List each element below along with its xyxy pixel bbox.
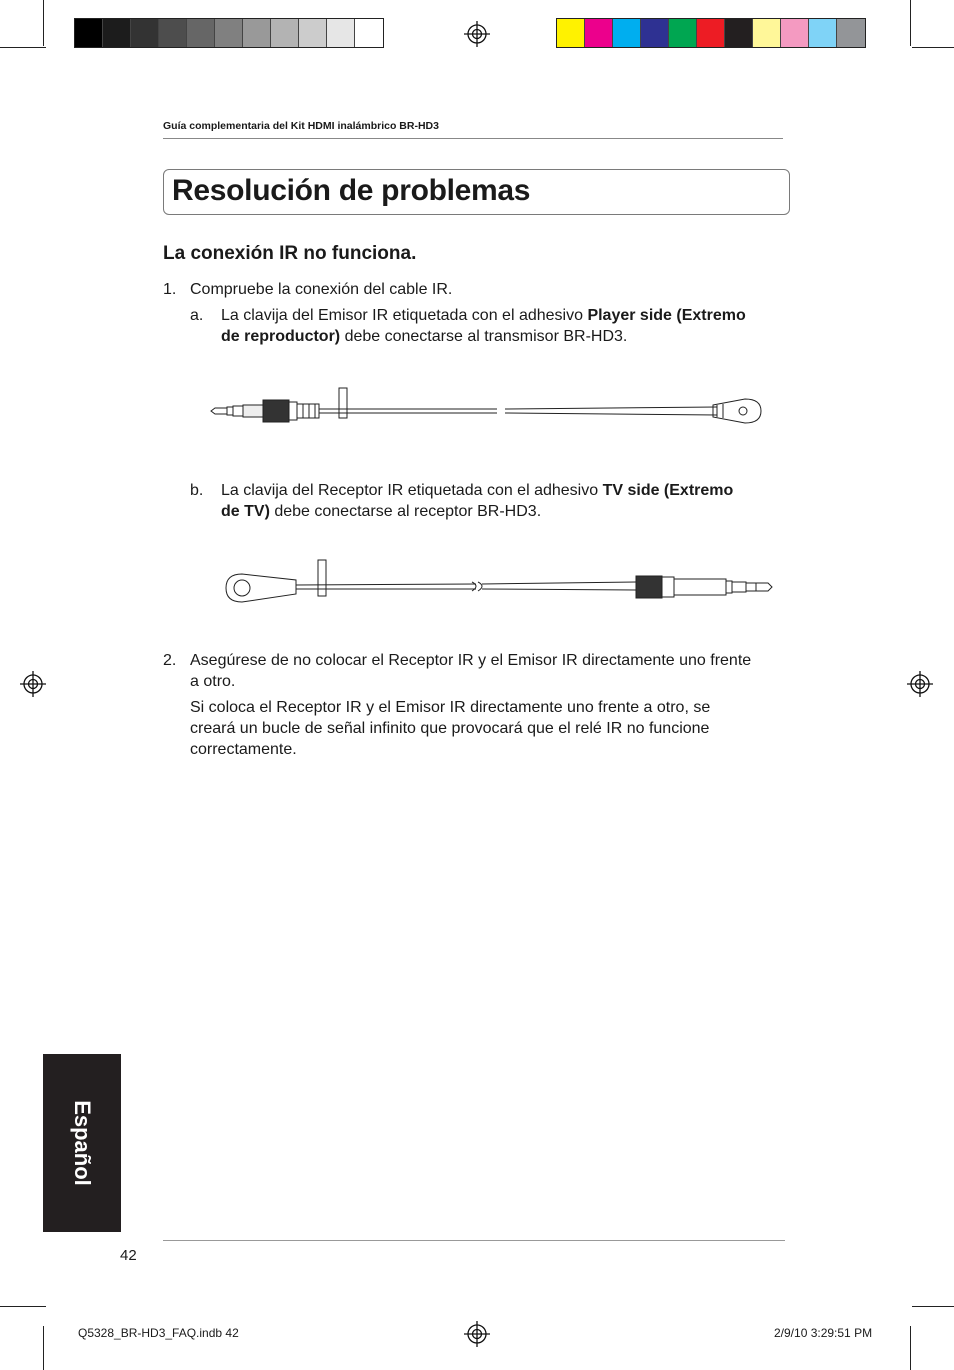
ir-receiver-cable-illustration: [222, 558, 778, 610]
header-rule: [163, 138, 783, 139]
step2-line1: Asegúrese de no colocar el Receptor IR y el Emisor IR directamente uno frente: [190, 652, 752, 669]
crop-mark: [0, 1306, 46, 1307]
registration-mark-icon: [907, 671, 933, 697]
crop-mark: [912, 47, 954, 48]
color-swatch: [103, 19, 131, 47]
substep-b-text: debe conectarse al receptor BR-HD3.: [269, 503, 542, 520]
substep-a-line2: [221, 326, 627, 347]
registration-mark-icon: [464, 1321, 490, 1347]
crop-mark: [0, 47, 46, 48]
color-swatch: [299, 19, 327, 47]
substep-a-line1: [221, 305, 746, 326]
substep-label: a.: [190, 307, 204, 324]
color-swatch: [613, 19, 641, 47]
substep-b-line1: [221, 480, 733, 501]
color-swatch: [669, 19, 697, 47]
substep-b-line2: [221, 501, 541, 522]
color-swatch: [243, 19, 271, 47]
color-swatch: [131, 19, 159, 47]
page-number: 42: [120, 1247, 137, 1264]
color-swatch: [641, 19, 669, 47]
language-side-tab: [43, 1054, 121, 1232]
process-color-bar: [556, 18, 866, 48]
crop-mark: [912, 1306, 954, 1307]
registration-mark-icon: [20, 671, 46, 697]
language-label: Español: [70, 1100, 95, 1186]
color-swatch: [215, 19, 243, 47]
page-title: Resolución de problemas: [172, 174, 531, 207]
color-swatch: [75, 19, 103, 47]
crop-mark: [43, 0, 44, 46]
step-text: Compruebe la conexión del cable IR.: [190, 281, 453, 298]
color-swatch: [781, 19, 809, 47]
color-swatch: [809, 19, 837, 47]
ir-emitter-cable-illustration: [205, 383, 765, 433]
color-swatch: [355, 19, 383, 47]
substep-b-text: La clavija del Receptor IR etiquetada con el adhesivo: [221, 482, 603, 499]
substep-label: b.: [190, 482, 204, 499]
footer-rule: [163, 1240, 785, 1241]
grayscale-color-bar: [74, 18, 384, 48]
color-swatch: [327, 19, 355, 47]
color-swatch: [837, 19, 865, 47]
sticker-label-tv-side-es: de TV): [221, 503, 270, 520]
slug-filename: Q5328_BR-HD3_FAQ.indb 42: [78, 1326, 239, 1340]
section-heading: La conexión IR no funciona.: [163, 243, 417, 264]
color-swatch: [557, 19, 585, 47]
step2-para-line1: Si coloca el Receptor IR y el Emisor IR directamente uno frente a otro, se: [190, 699, 711, 716]
slug-timestamp: 2/9/10 3:29:51 PM: [774, 1326, 873, 1340]
substep-a-text: debe conectarse al transmisor BR-HD3.: [340, 328, 628, 345]
registration-mark-icon: [464, 21, 490, 47]
step-number: 1.: [163, 281, 177, 298]
crop-mark: [910, 1326, 911, 1370]
step2-para-line2: creará un bucle de señal infinito que provocará que el relé IR no funcione: [190, 720, 710, 737]
crop-mark: [910, 0, 911, 46]
color-swatch: [753, 19, 781, 47]
sticker-label-player-side-es: de reproductor): [221, 328, 341, 345]
color-swatch: [159, 19, 187, 47]
step-number: 2.: [163, 652, 177, 669]
color-swatch: [271, 19, 299, 47]
step2-line2: a otro.: [190, 673, 236, 690]
step2-para-line3: correctamente.: [190, 741, 297, 758]
color-swatch: [187, 19, 215, 47]
sticker-label-player-side: Player side (Extremo: [587, 307, 746, 324]
color-swatch: [697, 19, 725, 47]
substep-a-text: La clavija del Emisor IR etiquetada con el adhesivo: [221, 307, 588, 324]
sticker-label-tv-side: TV side (Extremo: [602, 482, 734, 499]
color-swatch: [585, 19, 613, 47]
crop-mark: [43, 1326, 44, 1370]
running-header: Guía complementaria del Kit HDMI inalámbrico BR-HD3: [163, 120, 439, 132]
color-swatch: [725, 19, 753, 47]
